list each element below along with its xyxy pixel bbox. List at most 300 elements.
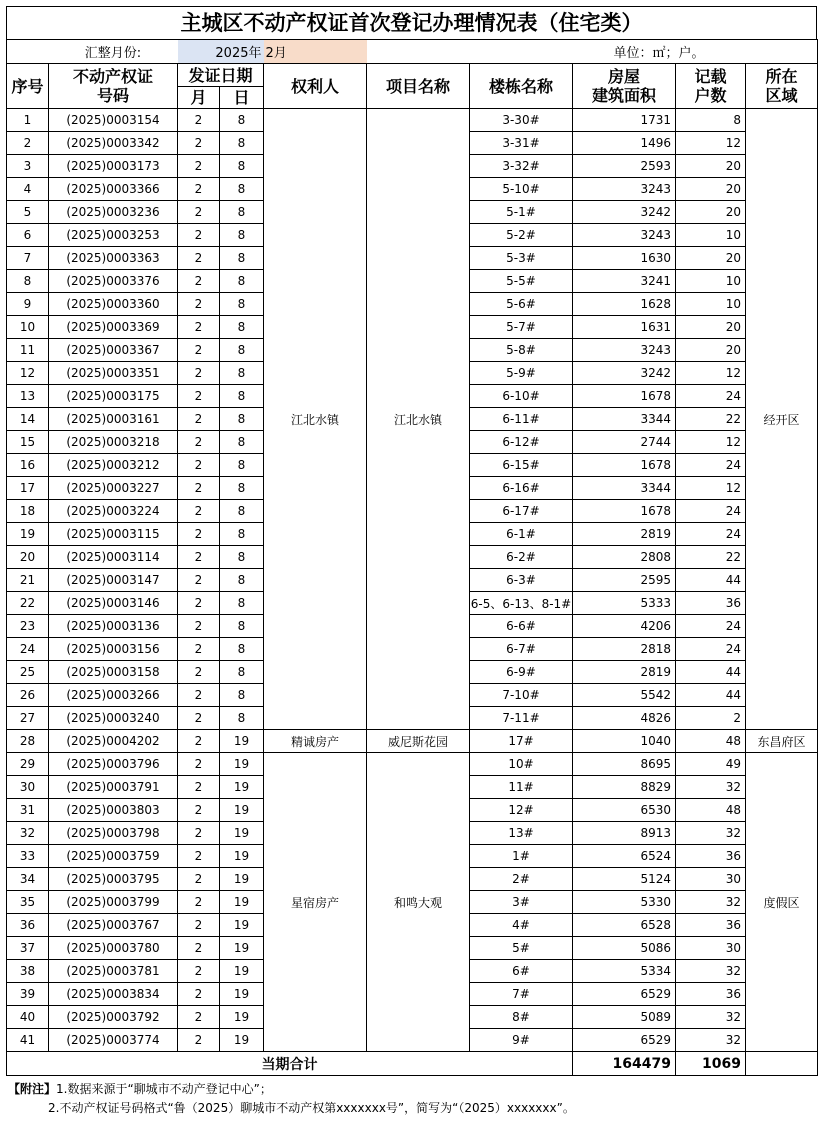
cell-cert-no: (2025)0003156 <box>49 638 178 661</box>
cell-month: 2 <box>178 546 220 569</box>
cell-month: 2 <box>178 1006 220 1029</box>
cell-units: 10 <box>676 270 746 293</box>
cell-seq: 31 <box>7 799 49 822</box>
summary-month-label: 汇整月份: <box>49 40 178 64</box>
cell-area: 1630 <box>573 247 676 270</box>
cell-units: 12 <box>676 132 746 155</box>
cell-month: 2 <box>178 983 220 1006</box>
cell-area: 3241 <box>573 270 676 293</box>
unit-label: 单位：㎡；户。 <box>573 40 746 64</box>
cell-area: 4206 <box>573 615 676 638</box>
cell-seq: 37 <box>7 937 49 960</box>
cell-building: 11# <box>470 776 573 799</box>
cell-cert-no: (2025)0003363 <box>49 247 178 270</box>
cell-month: 2 <box>178 776 220 799</box>
cell-day: 19 <box>220 776 264 799</box>
registration-table <box>6 39 818 1076</box>
cell-building: 5-3# <box>470 247 573 270</box>
cell-units: 10 <box>676 224 746 247</box>
cell-seq: 16 <box>7 454 49 477</box>
cell-units: 22 <box>676 546 746 569</box>
cell-building: 6-2# <box>470 546 573 569</box>
cell-seq: 29 <box>7 753 49 776</box>
cell-day: 8 <box>220 615 264 638</box>
cell-cert-no: (2025)0003360 <box>49 293 178 316</box>
cell-building: 7-11# <box>470 707 573 730</box>
cell-region: 度假区 <box>746 753 818 1052</box>
cell-day: 8 <box>220 270 264 293</box>
cell-seq: 8 <box>7 270 49 293</box>
cell-units: 49 <box>676 753 746 776</box>
cell-area: 6529 <box>573 983 676 1006</box>
cell-month: 2 <box>178 592 220 615</box>
cell-seq: 30 <box>7 776 49 799</box>
cell-area: 6529 <box>573 1029 676 1052</box>
cell-month: 2 <box>178 1029 220 1052</box>
cell-cert-no: (2025)0003342 <box>49 132 178 155</box>
cell-cert-no: (2025)0003266 <box>49 684 178 707</box>
total-area: 164479 <box>573 1052 676 1076</box>
cell-seq: 3 <box>7 155 49 178</box>
cell-building: 6-16# <box>470 477 573 500</box>
cell-building: 5-1# <box>470 201 573 224</box>
cell-building: 3# <box>470 891 573 914</box>
cell-building: 5-6# <box>470 293 573 316</box>
cell-cert-no: (2025)0003136 <box>49 615 178 638</box>
cell-month: 2 <box>178 822 220 845</box>
cell-day: 8 <box>220 247 264 270</box>
cell-day: 8 <box>220 477 264 500</box>
cell-cert-no: (2025)0003175 <box>49 385 178 408</box>
cell-area: 1496 <box>573 132 676 155</box>
cell-month: 2 <box>178 270 220 293</box>
cell-building: 13# <box>470 822 573 845</box>
cell-seq: 39 <box>7 983 49 1006</box>
cell-cert-no: (2025)0003376 <box>49 270 178 293</box>
cell-day: 8 <box>220 661 264 684</box>
header-cert-no: 不动产权证 号码 <box>49 64 178 109</box>
cell-area: 1678 <box>573 500 676 523</box>
cell-cert-no: (2025)0004202 <box>49 730 178 753</box>
cell-building: 6-15# <box>470 454 573 477</box>
cell-day: 8 <box>220 638 264 661</box>
cell-month: 2 <box>178 868 220 891</box>
cell-day: 19 <box>220 845 264 868</box>
cell-project: 威尼斯花园 <box>367 730 470 753</box>
cell-cert-no: (2025)0003173 <box>49 155 178 178</box>
cell-area: 2593 <box>573 155 676 178</box>
cell-month: 2 <box>178 155 220 178</box>
header-building: 楼栋名称 <box>470 64 573 109</box>
cell-units: 24 <box>676 454 746 477</box>
cell-cert-no: (2025)0003767 <box>49 914 178 937</box>
cell-day: 8 <box>220 592 264 615</box>
cell-seq: 22 <box>7 592 49 615</box>
cell-cert-no: (2025)0003224 <box>49 500 178 523</box>
cell-day: 19 <box>220 983 264 1006</box>
cell-seq: 13 <box>7 385 49 408</box>
cell-area: 5542 <box>573 684 676 707</box>
notes-line-2: 2.不动产权证号码格式“鲁（2025）聊城市不动产权第xxxxxxx号”，简写为“（2025）xxxxxxx”。 <box>48 1101 575 1115</box>
cell-day: 8 <box>220 132 264 155</box>
cell-building: 4# <box>470 914 573 937</box>
cell-units: 20 <box>676 339 746 362</box>
cell-day: 19 <box>220 1006 264 1029</box>
cell-month: 2 <box>178 408 220 431</box>
cell-owner: 精诚房产 <box>264 730 367 753</box>
cell-units: 36 <box>676 592 746 615</box>
notes <box>6 1076 817 1118</box>
cell-day: 19 <box>220 753 264 776</box>
cell-month: 2 <box>178 684 220 707</box>
cell-cert-no: (2025)0003791 <box>49 776 178 799</box>
cell-building: 8# <box>470 1006 573 1029</box>
cell-day: 8 <box>220 109 264 132</box>
cell-day: 8 <box>220 684 264 707</box>
cell-owner: 江北水镇 <box>264 109 367 730</box>
cell-cert-no: (2025)0003834 <box>49 983 178 1006</box>
cell-area: 2818 <box>573 638 676 661</box>
cell-area: 2744 <box>573 431 676 454</box>
cell-area: 2819 <box>573 523 676 546</box>
cell-area: 3243 <box>573 339 676 362</box>
cell-day: 8 <box>220 293 264 316</box>
cell-units: 36 <box>676 914 746 937</box>
cell-building: 6# <box>470 960 573 983</box>
cell-units: 20 <box>676 155 746 178</box>
cell-cert-no: (2025)0003115 <box>49 523 178 546</box>
cell-cert-no: (2025)0003158 <box>49 661 178 684</box>
cell-seq: 10 <box>7 316 49 339</box>
cell-seq: 40 <box>7 1006 49 1029</box>
cell-building: 5-9# <box>470 362 573 385</box>
cell-area: 3243 <box>573 178 676 201</box>
cell-month: 2 <box>178 132 220 155</box>
cell-area: 1731 <box>573 109 676 132</box>
cell-day: 8 <box>220 408 264 431</box>
total-label: 当期合计 <box>7 1052 573 1076</box>
cell-month: 2 <box>178 937 220 960</box>
cell-cert-no: (2025)0003227 <box>49 477 178 500</box>
cell-area: 3242 <box>573 201 676 224</box>
cell-seq: 18 <box>7 500 49 523</box>
cell-units: 20 <box>676 178 746 201</box>
table-row <box>7 753 818 776</box>
cell-building: 6-7# <box>470 638 573 661</box>
cell-units: 32 <box>676 891 746 914</box>
cell-month: 2 <box>178 523 220 546</box>
cell-day: 19 <box>220 868 264 891</box>
header-row <box>7 64 818 87</box>
cell-building: 10# <box>470 753 573 776</box>
cell-building: 6-10# <box>470 385 573 408</box>
cell-units: 24 <box>676 523 746 546</box>
cell-seq: 15 <box>7 431 49 454</box>
cell-area: 8913 <box>573 822 676 845</box>
cell-area: 2819 <box>573 661 676 684</box>
cell-day: 8 <box>220 707 264 730</box>
cell-seq: 14 <box>7 408 49 431</box>
cell-cert-no: (2025)0003780 <box>49 937 178 960</box>
cell-building: 12# <box>470 799 573 822</box>
cell-month: 2 <box>178 960 220 983</box>
cell-day: 19 <box>220 937 264 960</box>
cell-cert-no: (2025)0003240 <box>49 707 178 730</box>
cell-units: 10 <box>676 293 746 316</box>
cell-units: 36 <box>676 845 746 868</box>
cell-day: 8 <box>220 431 264 454</box>
cell-units: 44 <box>676 569 746 592</box>
notes-line-1: 1.数据来源于“聊城市不动产登记中心”； <box>56 1082 272 1096</box>
cell-day: 8 <box>220 500 264 523</box>
cell-seq: 12 <box>7 362 49 385</box>
header-owner: 权利人 <box>264 64 367 109</box>
cell-area: 3344 <box>573 408 676 431</box>
cell-month: 2 <box>178 615 220 638</box>
cell-building: 6-5、6-13、8-1# <box>470 592 573 615</box>
cell-units: 32 <box>676 1006 746 1029</box>
cell-cert-no: (2025)0003146 <box>49 592 178 615</box>
cell-cert-no: (2025)0003161 <box>49 408 178 431</box>
cell-cert-no: (2025)0003367 <box>49 339 178 362</box>
cell-month: 2 <box>178 799 220 822</box>
cell-owner: 星宿房产 <box>264 753 367 1052</box>
header-month: 月 <box>178 87 220 109</box>
cell-building: 5-7# <box>470 316 573 339</box>
cell-building: 6-17# <box>470 500 573 523</box>
cell-building: 6-12# <box>470 431 573 454</box>
cell-units: 2 <box>676 707 746 730</box>
table-body <box>7 109 818 1052</box>
cell-seq: 36 <box>7 914 49 937</box>
cell-building: 5-8# <box>470 339 573 362</box>
cell-month: 2 <box>178 293 220 316</box>
cell-cert-no: (2025)0003759 <box>49 845 178 868</box>
cell-month: 2 <box>178 638 220 661</box>
cell-cert-no: (2025)0003798 <box>49 822 178 845</box>
cell-building: 9# <box>470 1029 573 1052</box>
cell-building: 5-5# <box>470 270 573 293</box>
cell-day: 19 <box>220 730 264 753</box>
table-row <box>7 109 818 132</box>
cell-seq: 26 <box>7 684 49 707</box>
header-units: 记载 户数 <box>676 64 746 109</box>
cell-units: 24 <box>676 638 746 661</box>
cell-day: 8 <box>220 316 264 339</box>
cell-month: 2 <box>178 316 220 339</box>
cell-month: 2 <box>178 385 220 408</box>
cell-month: 2 <box>178 178 220 201</box>
cell-day: 8 <box>220 454 264 477</box>
summary-month[interactable]: 2月 <box>264 40 367 64</box>
cell-area: 1631 <box>573 316 676 339</box>
cell-day: 19 <box>220 914 264 937</box>
cell-month: 2 <box>178 661 220 684</box>
total-row <box>7 1052 818 1076</box>
cell-cert-no: (2025)0003236 <box>49 201 178 224</box>
notes-prefix: 【附注】 <box>8 1082 57 1096</box>
cell-area: 1628 <box>573 293 676 316</box>
cell-area: 1678 <box>573 385 676 408</box>
cell-units: 20 <box>676 201 746 224</box>
cell-month: 2 <box>178 477 220 500</box>
cell-area: 3344 <box>573 477 676 500</box>
cell-building: 7-10# <box>470 684 573 707</box>
cell-units: 20 <box>676 247 746 270</box>
cell-area: 5330 <box>573 891 676 914</box>
cell-seq: 33 <box>7 845 49 868</box>
cell-seq: 23 <box>7 615 49 638</box>
cell-area: 3243 <box>573 224 676 247</box>
cell-area: 4826 <box>573 707 676 730</box>
cell-area: 1678 <box>573 454 676 477</box>
cell-building: 7# <box>470 983 573 1006</box>
cell-month: 2 <box>178 362 220 385</box>
cell-seq: 11 <box>7 339 49 362</box>
header-region: 所在 区域 <box>746 64 818 109</box>
cell-day: 19 <box>220 891 264 914</box>
cell-seq: 27 <box>7 707 49 730</box>
cell-seq: 17 <box>7 477 49 500</box>
cell-day: 19 <box>220 822 264 845</box>
cell-units: 24 <box>676 500 746 523</box>
cell-month: 2 <box>178 730 220 753</box>
cell-day: 19 <box>220 960 264 983</box>
cell-month: 2 <box>178 339 220 362</box>
cell-cert-no: (2025)0003799 <box>49 891 178 914</box>
cell-month: 2 <box>178 201 220 224</box>
cell-units: 12 <box>676 362 746 385</box>
cell-building: 5# <box>470 937 573 960</box>
cell-month: 2 <box>178 431 220 454</box>
summary-row <box>7 40 818 64</box>
cell-seq: 2 <box>7 132 49 155</box>
cell-seq: 20 <box>7 546 49 569</box>
cell-units: 32 <box>676 1029 746 1052</box>
cell-area: 5334 <box>573 960 676 983</box>
cell-seq: 7 <box>7 247 49 270</box>
cell-area: 8695 <box>573 753 676 776</box>
cell-month: 2 <box>178 569 220 592</box>
cell-cert-no: (2025)0003351 <box>49 362 178 385</box>
cell-area: 1040 <box>573 730 676 753</box>
cell-seq: 35 <box>7 891 49 914</box>
cell-units: 44 <box>676 661 746 684</box>
cell-month: 2 <box>178 109 220 132</box>
cell-building: 1# <box>470 845 573 868</box>
report-sheet <box>6 6 817 1118</box>
cell-units: 48 <box>676 799 746 822</box>
header-seq: 序号 <box>7 64 49 109</box>
cell-area: 5333 <box>573 592 676 615</box>
cell-month: 2 <box>178 224 220 247</box>
header-day: 日 <box>220 87 264 109</box>
cell-month: 2 <box>178 891 220 914</box>
cell-cert-no: (2025)0003366 <box>49 178 178 201</box>
cell-units: 30 <box>676 868 746 891</box>
cell-cert-no: (2025)0003369 <box>49 316 178 339</box>
cell-month: 2 <box>178 753 220 776</box>
cell-seq: 5 <box>7 201 49 224</box>
cell-seq: 1 <box>7 109 49 132</box>
cell-units: 12 <box>676 431 746 454</box>
cell-area: 6524 <box>573 845 676 868</box>
cell-area: 5086 <box>573 937 676 960</box>
cell-cert-no: (2025)0003212 <box>49 454 178 477</box>
cell-building: 3-31# <box>470 132 573 155</box>
cell-day: 8 <box>220 546 264 569</box>
cell-day: 8 <box>220 155 264 178</box>
cell-project: 江北水镇 <box>367 109 470 730</box>
cell-day: 8 <box>220 201 264 224</box>
cell-project: 和鸣大观 <box>367 753 470 1052</box>
cell-month: 2 <box>178 845 220 868</box>
cell-building: 6-11# <box>470 408 573 431</box>
summary-year[interactable]: 2025年 <box>178 40 264 64</box>
header-issue-date: 发证日期 <box>178 64 264 87</box>
cell-day: 8 <box>220 178 264 201</box>
cell-building: 17# <box>470 730 573 753</box>
cell-building: 5-2# <box>470 224 573 247</box>
cell-day: 8 <box>220 569 264 592</box>
cell-seq: 38 <box>7 960 49 983</box>
cell-month: 2 <box>178 707 220 730</box>
cell-units: 20 <box>676 316 746 339</box>
cell-building: 6-6# <box>470 615 573 638</box>
cell-building: 6-1# <box>470 523 573 546</box>
cell-building: 3-32# <box>470 155 573 178</box>
cell-area: 8829 <box>573 776 676 799</box>
cell-day: 8 <box>220 224 264 247</box>
cell-cert-no: (2025)0003795 <box>49 868 178 891</box>
cell-region: 经开区 <box>746 109 818 730</box>
cell-area: 5089 <box>573 1006 676 1029</box>
cell-day: 19 <box>220 799 264 822</box>
cell-area: 2808 <box>573 546 676 569</box>
cell-cert-no: (2025)0003253 <box>49 224 178 247</box>
cell-month: 2 <box>178 454 220 477</box>
cell-seq: 6 <box>7 224 49 247</box>
table-row <box>7 730 818 753</box>
cell-seq: 24 <box>7 638 49 661</box>
cell-seq: 21 <box>7 569 49 592</box>
cell-region: 东昌府区 <box>746 730 818 753</box>
cell-day: 8 <box>220 362 264 385</box>
cell-month: 2 <box>178 500 220 523</box>
cell-units: 24 <box>676 385 746 408</box>
cell-cert-no: (2025)0003154 <box>49 109 178 132</box>
cell-cert-no: (2025)0003796 <box>49 753 178 776</box>
cell-units: 32 <box>676 822 746 845</box>
cell-units: 8 <box>676 109 746 132</box>
cell-cert-no: (2025)0003803 <box>49 799 178 822</box>
cell-day: 19 <box>220 1029 264 1052</box>
cell-area: 6528 <box>573 914 676 937</box>
cell-seq: 9 <box>7 293 49 316</box>
cell-area: 3242 <box>573 362 676 385</box>
report-title: 主城区不动产权证首次登记办理情况表（住宅类） <box>6 6 817 39</box>
cell-building: 3-30# <box>470 109 573 132</box>
header-project: 项目名称 <box>367 64 470 109</box>
cell-area: 6530 <box>573 799 676 822</box>
cell-units: 12 <box>676 477 746 500</box>
cell-area: 5124 <box>573 868 676 891</box>
cell-units: 44 <box>676 684 746 707</box>
cell-month: 2 <box>178 247 220 270</box>
cell-seq: 34 <box>7 868 49 891</box>
cell-cert-no: (2025)0003781 <box>49 960 178 983</box>
cell-cert-no: (2025)0003147 <box>49 569 178 592</box>
